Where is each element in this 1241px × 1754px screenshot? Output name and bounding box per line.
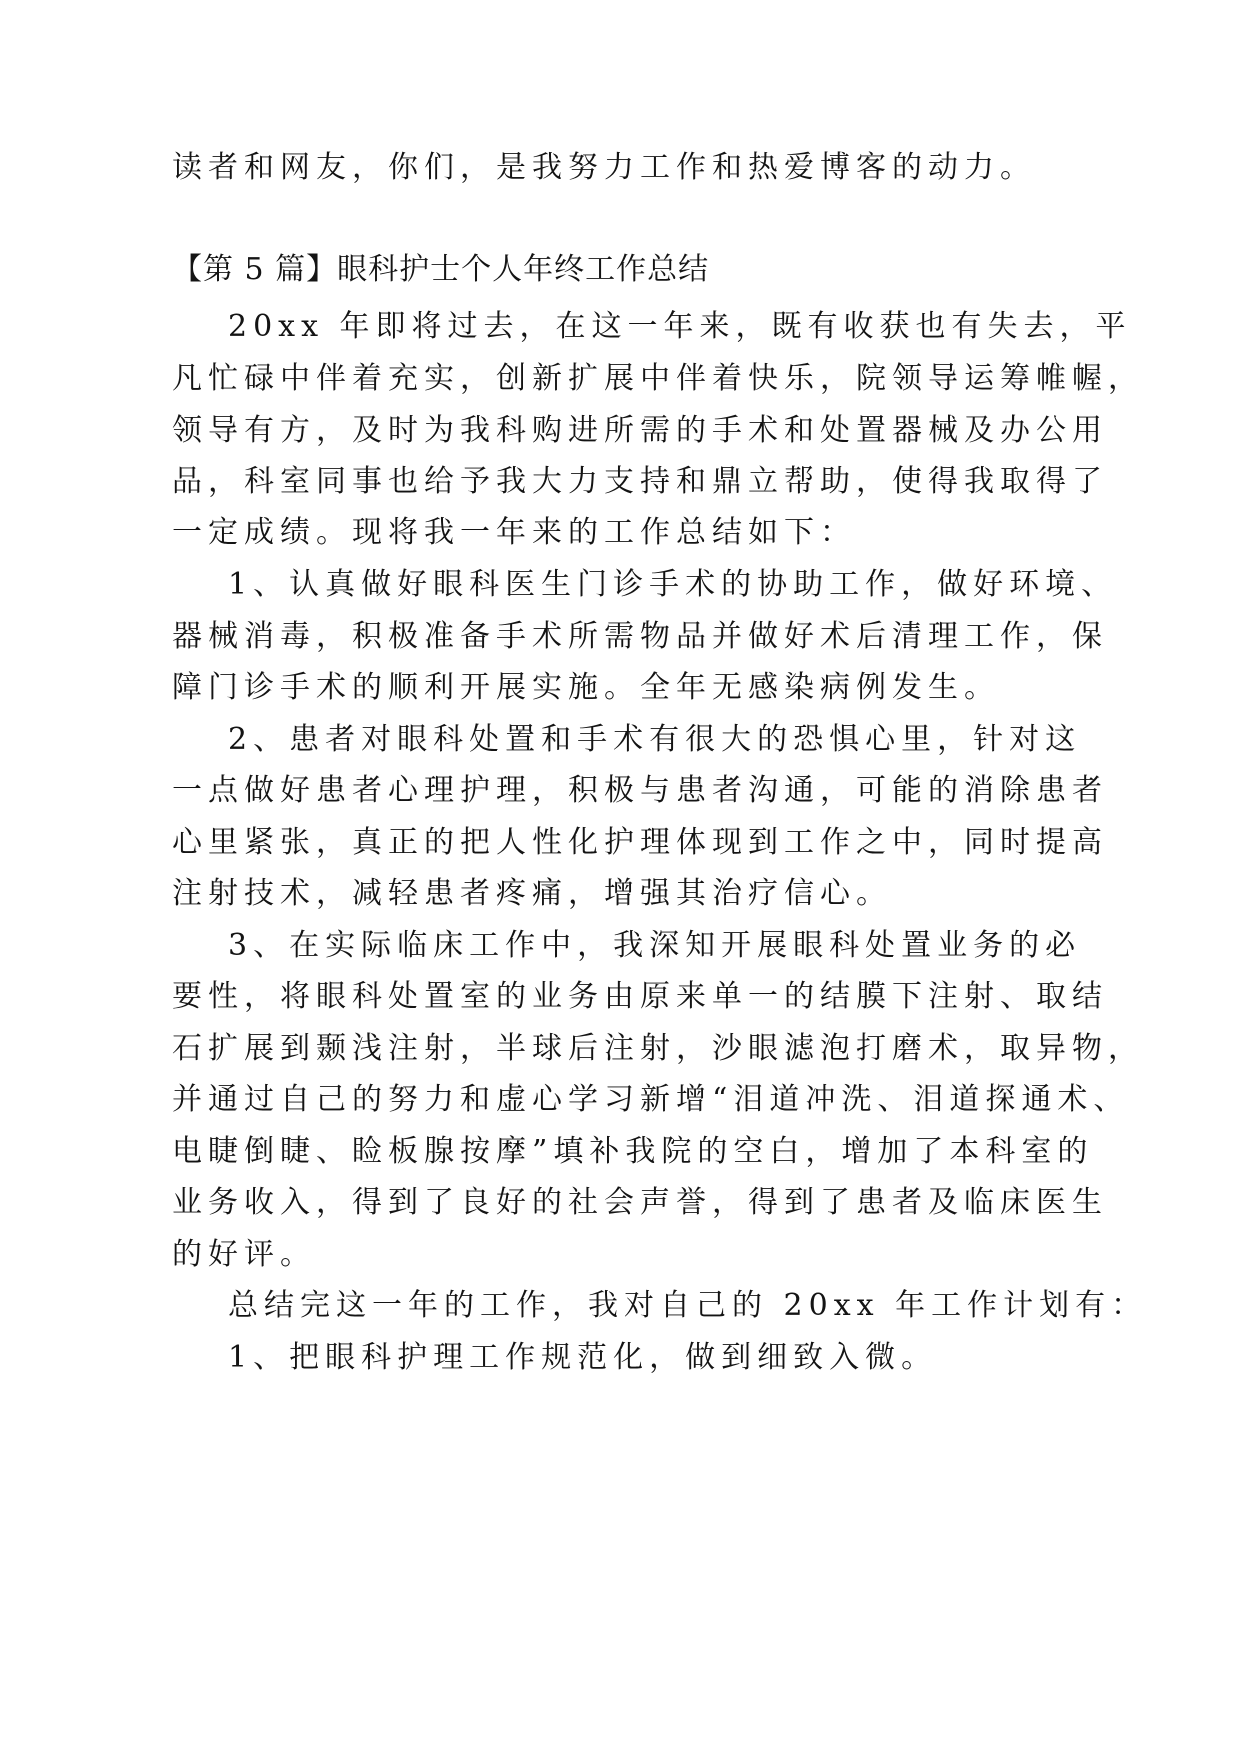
paragraph-3-line-3: 心里紧张，真正的把人性化护理体现到工作之中，同时提高 <box>172 825 1108 860</box>
paragraph-1-line-1: 20xx 年即将过去，在这一年来，既有收获也有失去，平 <box>228 309 1132 344</box>
paragraph-1-line-5: 一定成绩。现将我一年来的工作总结如下： <box>172 515 856 550</box>
paragraph-2-line-2: 器械消毒，积极准备手术所需物品并做好术后清理工作，保 <box>172 619 1108 654</box>
paragraph-4-line-3: 石扩展到颞浅注射，半球后注射，沙眼滤泡打磨术，取异物， <box>172 1031 1144 1066</box>
paragraph-3-line-2: 一点做好患者心理护理，积极与患者沟通，可能的消除患者 <box>172 773 1108 808</box>
section-heading: 【第 5 篇】眼科护士个人年终工作总结 <box>172 252 710 287</box>
paragraph-5-line-1: 总结完这一年的工作，我对自己的 20xx 年工作计划有： <box>228 1288 1148 1323</box>
paragraph-1-line-4: 品，科室同事也给予我大力支持和鼎立帮助，使得我取得了 <box>172 464 1108 499</box>
paragraph-4-line-1: 3、在实际临床工作中，我深知开展眼科处置业务的必 <box>228 928 1082 963</box>
paragraph-1-line-3: 领导有方，及时为我科购进所需的手术和处置器械及办公用 <box>172 413 1108 448</box>
paragraph-3-line-1: 2、患者对眼科处置和手术有很大的恐惧心里，针对这 <box>228 722 1082 757</box>
intro-tail-line: 读者和网友，你们，是我努力工作和热爱博客的动力。 <box>172 150 1036 185</box>
paragraph-4-line-2: 要性，将眼科处置室的业务由原来单一的结膜下注射、取结 <box>172 979 1108 1014</box>
paragraph-2-line-1: 1、认真做好眼科医生门诊手术的协助工作，做好环境、 <box>228 567 1118 602</box>
paragraph-4-line-7: 的好评。 <box>172 1237 316 1272</box>
paragraph-1-line-2: 凡忙碌中伴着充实，创新扩展中伴着快乐，院领导运筹帷幄， <box>172 361 1144 396</box>
paragraph-4-line-5: 电睫倒睫、睑板腺按摩”填补我院的空白，增加了本科室的 <box>172 1134 1094 1169</box>
paragraph-4-line-4: 并通过自己的努力和虚心学习新增“泪道冲洗、泪道探通术、 <box>172 1082 1130 1117</box>
paragraph-3-line-4: 注射技术，减轻患者疼痛，增强其治疗信心。 <box>172 876 892 911</box>
paragraph-4-line-6: 业务收入，得到了良好的社会声誉，得到了患者及临床医生 <box>172 1185 1108 1220</box>
paragraph-6-line-1: 1、把眼科护理工作规范化，做到细致入微。 <box>228 1340 938 1375</box>
paragraph-2-line-3: 障门诊手术的顺利开展实施。全年无感染病例发生。 <box>172 670 1000 705</box>
